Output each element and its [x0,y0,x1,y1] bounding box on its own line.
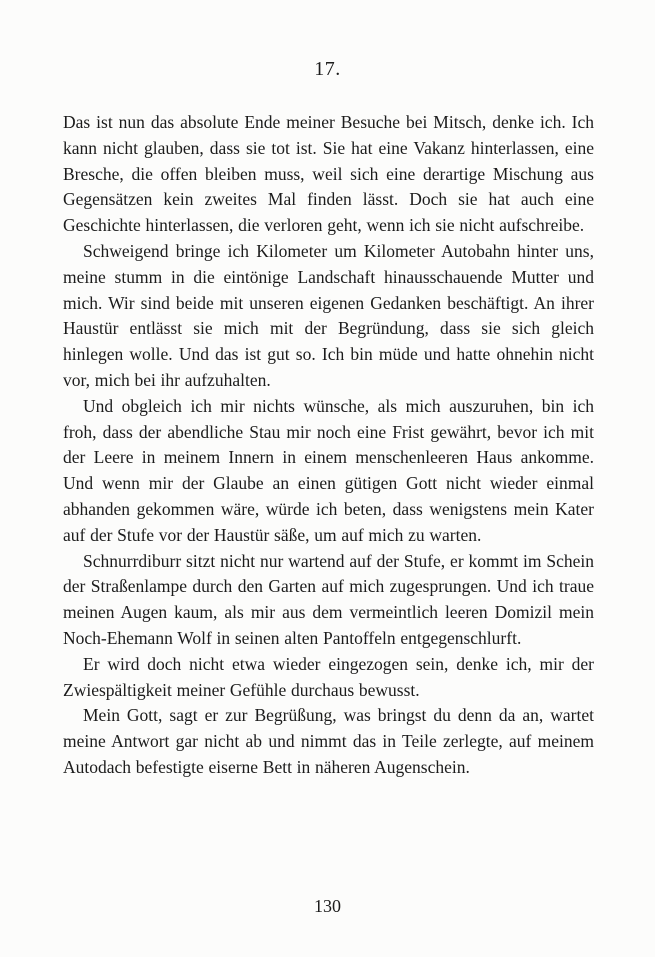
page-number: 130 [314,896,341,916]
body-text [63,110,594,781]
paragraph: Das ist nun das absolute Ende meiner Besuche bei Mitsch, denke ich. Ich kann nicht glauben, dass sie tot ist. Sie hat eine Vakanz hinterlassen, eine Bresche, die offen bleiben muss, weil sich eine derartige Mischung aus Gegensätzen kein zweites Mal finden lässt. Doch sie hat auch eine Geschichte hinterlassen, die verloren geht, wenn ich sie nicht aufschreibe. [63,112,594,236]
paragraph: Schnurrdiburr sitzt nicht nur wartend auf der Stufe, er kommt im Schein der Straßenlampe durch den Garten auf mich zugesprungen. Und ich traue meinen Augen kaum, als mir aus dem vermeintlich leeren Domizil mein Noch-Ehemann Wolf in seinen alten Pantoffeln entgegenschlurft. [63,550,594,648]
chapter-number: 17. [314,58,341,80]
paragraph: Er wird doch nicht etwa wieder eingezogen sein, denke ich, mir der Zwiespältigkeit meiner Gefühle durchaus bewusst. [63,653,594,700]
paragraph: Mein Gott, sagt er zur Begrüßung, was bringst du denn da an, wartet meine Antwort gar nicht ab und nimmt das in Teile zerlegte, auf meinem Autodach befestigte eiserne Bett in näheren Augenschein. [63,705,594,777]
paragraph: Und obgleich ich mir nichts wünsche, als mich auszuruhen, bin ich froh, dass der abendliche Stau mir noch eine Frist gewährt, bevor ich mit der Leere in meinem Innern in einem menschenleeren Haus ankomme. Und wenn mir der Glaube an einen gütigen Gott nicht wieder einmal abhanden gekommen wäre, würde ich beten, dass wenigstens mein Kater auf der Stufe vor der Haustür säße, um auf mich zu warten. [63,395,594,545]
paragraph: Schweigend bringe ich Kilometer um Kilometer Autobahn hinter uns, meine stumm in die eintönige Landschaft hinausschauende Mutter und mich. Wir sind beide mit unseren eigenen Gedanken beschäftigt. An ihrer Haustür entlässt sie mich mit der Begründung, dass sie sich gleich hinlegen wolle. Und das ist gut so. Ich bin müde und hatte ohnehin nicht vor, mich bei ihr aufzuhalten. [63,240,594,390]
